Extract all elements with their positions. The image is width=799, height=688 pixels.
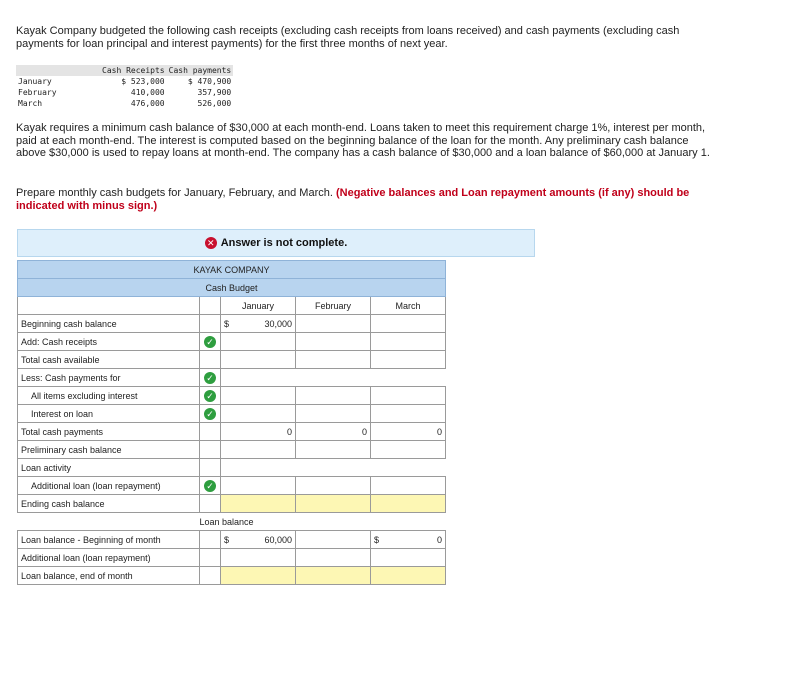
table-row: Additional loan (loan repayment) ✓ xyxy=(18,477,446,495)
requirements-paragraph: Kayak requires a minimum cash balance of $30,000 at each month-end. Loans taken to meet this requirement charge 1%, interest per month, paid at each month-end. The interest is computed based on the beginning balance of the loan for the month. Any preliminary cash balance above $30,000 is used to repay loans at month-end. The company has a cash balance of $30,000 and a loan balance of $60,000 at January 1. xyxy=(16,122,710,159)
table-row: Interest on loan ✓ xyxy=(18,405,446,423)
interest-jan[interactable] xyxy=(221,405,296,423)
correct-check-icon: ✓ xyxy=(204,390,216,402)
table-row: All items excluding interest ✓ xyxy=(18,387,446,405)
given-row: March 476,000 526,000 xyxy=(18,99,232,108)
addl-loan-mar[interactable] xyxy=(371,477,446,495)
table-row: Total cash available xyxy=(18,351,446,369)
addl-loan-jan[interactable] xyxy=(221,477,296,495)
loan-balance-header: Loan balance xyxy=(199,516,254,527)
col-march: March xyxy=(371,297,446,315)
total-pay-feb: 0 xyxy=(296,423,371,441)
given-header-month xyxy=(16,65,100,76)
company-name: KAYAK COMPANY xyxy=(18,261,446,279)
given-row: February 410,000 357,900 xyxy=(18,88,232,97)
prelim-mar[interactable] xyxy=(371,441,446,459)
total-pay-jan: 0 xyxy=(221,423,296,441)
sign-note: (Negative balances and Loan repayment amounts (if any) should be indicated with minus sign.) xyxy=(16,187,690,212)
prelim-jan[interactable] xyxy=(221,441,296,459)
addl-loan-feb[interactable] xyxy=(296,477,371,495)
correct-check-icon: ✓ xyxy=(204,408,216,420)
interest-feb[interactable] xyxy=(296,405,371,423)
table-row: Total cash payments 0 0 0 xyxy=(18,423,446,441)
correct-check-icon: ✓ xyxy=(204,336,216,348)
col-february: February xyxy=(296,297,371,315)
loan-addl-jan[interactable] xyxy=(221,549,296,567)
given-row: January $ 523,000 $ 470,900 xyxy=(18,77,232,86)
prepare-instructions: Prepare monthly cash budgets for January, February, and March. (Negative balances and Loan repayment amounts (if any) should be indicated with minus sign.) xyxy=(16,187,690,212)
avail-jan[interactable] xyxy=(221,351,296,369)
items-feb[interactable] xyxy=(296,387,371,405)
given-header-payments: Cash payments xyxy=(168,66,232,75)
avail-mar[interactable] xyxy=(371,351,446,369)
receipts-jan[interactable] xyxy=(221,333,296,351)
table-row: Ending cash balance xyxy=(18,495,446,513)
total-pay-mar: 0 xyxy=(371,423,446,441)
table-row: Add: Cash receipts ✓ xyxy=(18,333,446,351)
answer-status-banner: ✕ Answer is not complete. xyxy=(17,229,535,257)
receipts-feb[interactable] xyxy=(296,333,371,351)
loan-end-mar[interactable] xyxy=(371,567,446,585)
table-row: Additional loan (loan repayment) xyxy=(18,549,446,567)
avail-feb[interactable] xyxy=(296,351,371,369)
loan-addl-feb[interactable] xyxy=(296,549,371,567)
loan-beg-jan[interactable]: $ 60,000 xyxy=(221,531,296,549)
given-data-table xyxy=(16,65,233,109)
col-january: January xyxy=(221,297,296,315)
items-jan[interactable] xyxy=(221,387,296,405)
prelim-feb[interactable] xyxy=(296,441,371,459)
table-row: Loan activity xyxy=(18,459,446,477)
ending-cash-feb[interactable] xyxy=(296,495,371,513)
table-row: Beginning cash balance $ 30,000 xyxy=(18,315,446,333)
loan-end-feb[interactable] xyxy=(296,567,371,585)
given-header-receipts: Cash Receipts xyxy=(102,66,165,75)
incorrect-x-icon: ✕ xyxy=(205,237,217,249)
beg-cash-jan[interactable]: $ 30,000 xyxy=(221,315,296,333)
items-mar[interactable] xyxy=(371,387,446,405)
correct-check-icon: ✓ xyxy=(204,372,216,384)
budget-title: Cash Budget xyxy=(18,279,446,297)
beg-cash-feb[interactable] xyxy=(296,315,371,333)
loan-beg-feb[interactable] xyxy=(296,531,371,549)
ending-cash-mar[interactable] xyxy=(371,495,446,513)
table-row: Loan balance - Beginning of month $ 60,000 $ 0 xyxy=(18,531,446,549)
problem-intro: Kayak Company budgeted the following cash receipts (excluding cash receipts from loans received) and cash payments (excluding cash payments for loan principal and interest payments) for the first three months of next year. xyxy=(16,25,680,50)
table-row: Less: Cash payments for ✓ xyxy=(18,369,446,387)
loan-beg-mar[interactable]: $ 0 xyxy=(371,531,446,549)
ending-cash-jan[interactable] xyxy=(221,495,296,513)
beg-cash-mar[interactable] xyxy=(371,315,446,333)
correct-check-icon: ✓ xyxy=(204,480,216,492)
table-row: Preliminary cash balance xyxy=(18,441,446,459)
cash-budget-table xyxy=(17,260,446,585)
table-row: Loan balance, end of month xyxy=(18,567,446,585)
loan-end-jan[interactable] xyxy=(221,567,296,585)
loan-addl-mar[interactable] xyxy=(371,549,446,567)
receipts-mar[interactable] xyxy=(371,333,446,351)
interest-mar[interactable] xyxy=(371,405,446,423)
